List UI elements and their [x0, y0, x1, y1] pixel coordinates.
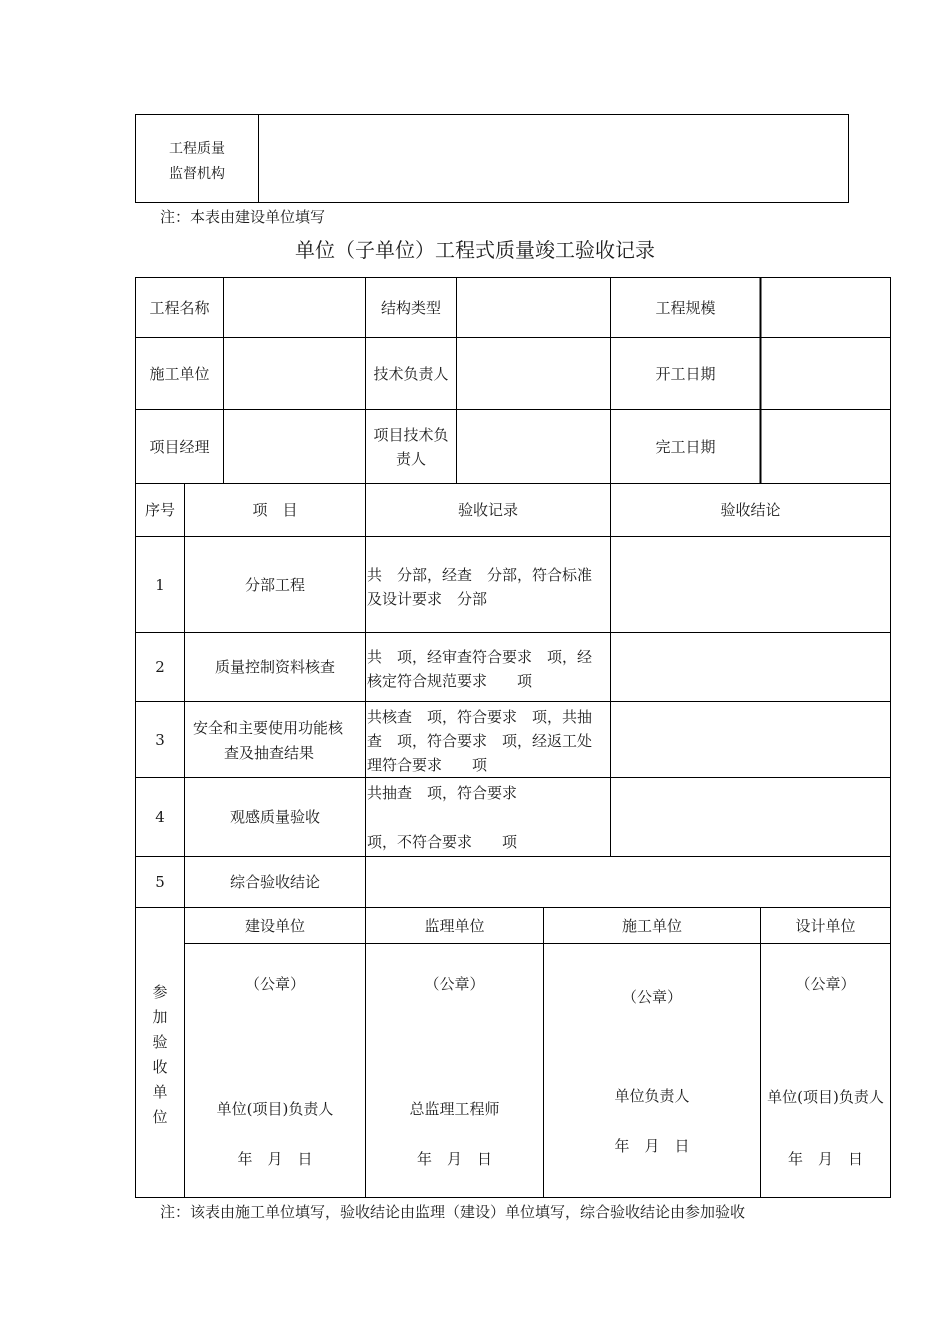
note-bottom: 注：该表由施工单位填写，验收结论由监理（建设）单位填写，综合验收结论由参加验收	[160, 1203, 746, 1221]
note-top: 注：本表由建设单位填写	[160, 208, 326, 226]
supervision-label-line1: 工程质量	[169, 141, 225, 157]
supervision-label-line2: 监督机构	[169, 166, 225, 182]
row-2-item: 质量控制资料核查	[214, 658, 335, 676]
unit-header-owner: 建设单位	[244, 916, 305, 935]
signer-contractor: 单位负责人	[614, 1087, 690, 1105]
row-4-record-line1: 共抽查 项，符合要求	[367, 784, 518, 802]
label-project-name: 工程名称	[149, 298, 210, 317]
date-designer: 年 月 日	[787, 1150, 863, 1168]
field-start-date[interactable]	[762, 338, 890, 409]
row-3-item-line2: 查及抽查结果	[224, 744, 315, 762]
label-end-date: 完工日期	[655, 437, 716, 456]
seal-designer: （公章）	[795, 975, 856, 993]
row-5-conclusion[interactable]	[366, 857, 890, 907]
field-tech-lead[interactable]	[457, 338, 610, 409]
label-tech-lead: 技术负责人	[373, 364, 449, 383]
date-supervisor: 年 月 日	[416, 1150, 492, 1168]
seal-contractor: （公章）	[621, 988, 682, 1006]
row-2-no: 2	[155, 658, 165, 676]
row-2-record-line1: 共 项，经审查符合要求 项，经	[367, 648, 593, 666]
row-3-record-line3: 理符合要求 项	[367, 756, 488, 774]
row-5-item: 综合验收结论	[229, 873, 320, 891]
unit-header-designer: 设计单位	[795, 916, 856, 935]
field-project-name[interactable]	[224, 278, 365, 337]
side-label-char: 加	[152, 1008, 168, 1026]
label-start-date: 开工日期	[655, 364, 716, 383]
side-label-char: 单	[152, 1083, 168, 1101]
label-project-scale: 工程规模	[655, 298, 716, 317]
signer-designer: 单位(项目)负责人	[767, 1088, 884, 1106]
seal-owner: （公章）	[244, 975, 305, 993]
signer-owner: 单位(项目)负责人	[216, 1100, 334, 1118]
side-label-char: 收	[152, 1058, 168, 1076]
field-project-scale[interactable]	[762, 278, 890, 337]
signer-supervisor: 总监理工程师	[409, 1100, 500, 1118]
side-label-char: 参	[152, 983, 168, 1001]
row-1-record-line1: 共 分部，经查 分部，符合标准	[367, 566, 593, 584]
unit-header-contractor: 施工单位	[621, 916, 682, 935]
unit-header-supervisor: 监理单位	[424, 916, 485, 935]
field-project-manager[interactable]	[224, 410, 365, 483]
row-4-item: 观感质量验收	[229, 808, 320, 826]
col-header-item: 项 目	[252, 501, 298, 519]
row-3-no: 3	[155, 730, 165, 749]
row-3-record-line2: 查 项，符合要求 项，经返工处	[367, 732, 593, 750]
row-1-item: 分部工程	[244, 575, 305, 594]
side-label-char: 位	[152, 1108, 168, 1126]
row-4-conclusion[interactable]	[611, 778, 890, 856]
row-1-no: 1	[155, 575, 165, 594]
col-header-conclusion: 验收结论	[720, 501, 781, 519]
field-construction-unit[interactable]	[224, 338, 365, 409]
label-project-tech-lead: 项目技术负责人	[373, 425, 449, 468]
row-3-conclusion[interactable]	[611, 702, 890, 777]
participants-side-label	[136, 980, 184, 1130]
field-structure-type[interactable]	[457, 278, 610, 337]
col-header-no: 序号	[144, 501, 175, 519]
seal-supervisor: （公章）	[424, 975, 485, 993]
date-contractor: 年 月 日	[614, 1137, 690, 1155]
side-label-char: 验	[152, 1033, 168, 1051]
label-project-manager: 项目经理	[149, 437, 210, 456]
field-end-date[interactable]	[762, 410, 890, 483]
label-construction-unit: 施工单位	[149, 364, 210, 383]
row-5-no: 5	[155, 873, 165, 891]
page-title: 单位（子单位）工程式质量竣工验收记录	[295, 238, 655, 262]
row-2-conclusion[interactable]	[611, 633, 890, 701]
row-3-record-line1: 共核查 项，符合要求 项，共抽	[367, 708, 593, 726]
row-1-record-line2: 及设计要求 分部	[367, 590, 488, 608]
label-structure-type: 结构类型	[380, 298, 441, 317]
row-1-conclusion[interactable]	[611, 537, 890, 632]
row-4-no: 4	[155, 808, 165, 826]
field-project-tech-lead[interactable]	[457, 410, 610, 483]
col-header-record: 验收记录	[457, 501, 518, 519]
date-owner: 年 月 日	[237, 1150, 313, 1168]
row-3-item-line1: 安全和主要使用功能核	[193, 719, 344, 737]
row-4-record-line2: 项，不符合要求 项	[367, 833, 518, 851]
row-2-record-line2: 核定符合规范要求 项	[367, 672, 533, 690]
